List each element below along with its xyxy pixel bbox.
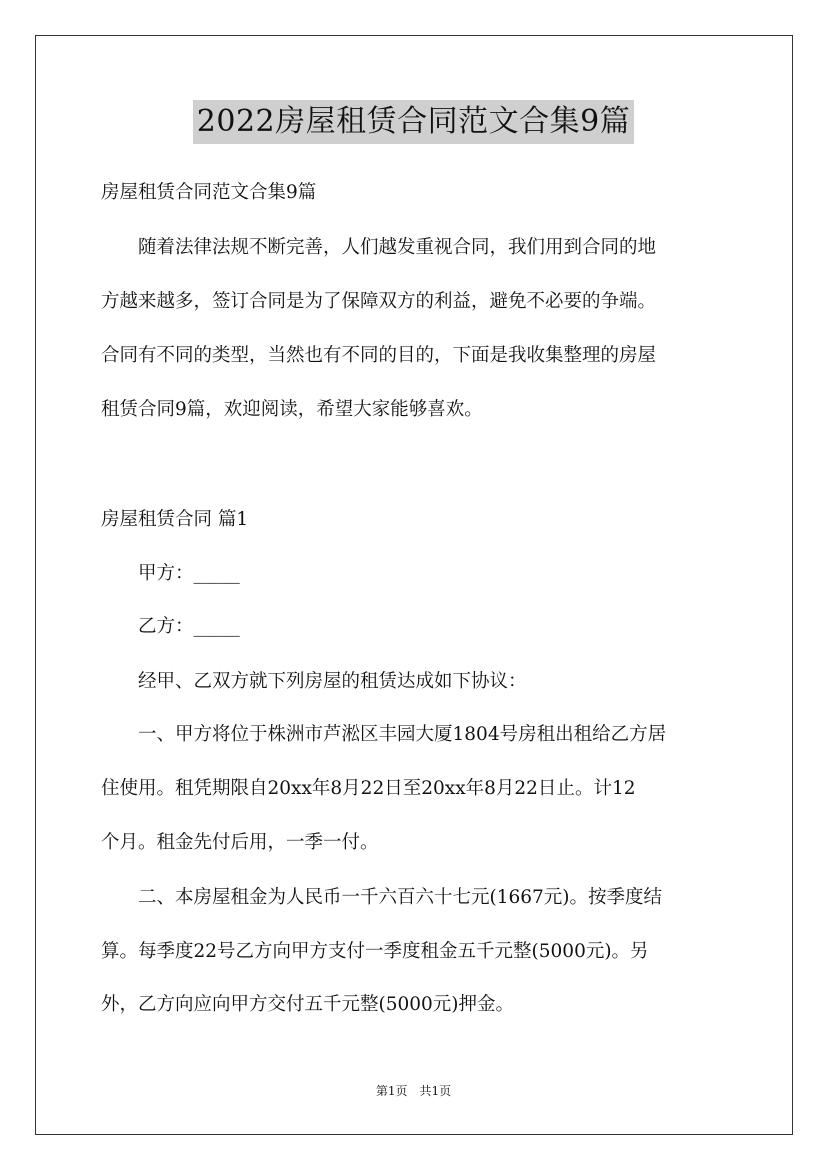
- paragraph-line: 经甲、乙双方就下列房屋的租赁达成如下协议：: [101, 671, 527, 692]
- paragraph-line: 方越来越多，签订合同是为了保障双方的利益，避免不必要的争端。: [101, 291, 657, 312]
- clause-line: 外，乙方向应向甲方交付五千元整(5000元)押金。: [101, 994, 515, 1015]
- party-a-line: 甲方：_____: [101, 563, 240, 584]
- paragraph-line: 随着法律法规不断完善，人们越发重视合同，我们用到合同的地: [101, 237, 657, 258]
- paragraph-line: 租赁合同9篇，欢迎阅读，希望大家能够喜欢。: [101, 399, 483, 420]
- clause-line: 算。每季度22号乙方向甲方支付一季度租金五千元整(5000元)。另: [101, 941, 649, 962]
- clause-line: 一、甲方将位于株洲市芦淞区丰园大厦1804号房租出租给乙方居: [101, 724, 667, 745]
- title-container: [0, 100, 827, 144]
- page-footer: 第1页 共1页: [375, 1084, 452, 1098]
- subtitle-line: 房屋租赁合同范文合集9篇: [101, 182, 317, 203]
- section-heading: 房屋租赁合同 篇1: [101, 509, 249, 530]
- paragraph-line: 合同有不同的类型，当然也有不同的目的，下面是我收集整理的房屋: [101, 345, 657, 366]
- party-b-line: 乙方：_____: [101, 616, 240, 637]
- clause-line: 二、本房屋租金为人民币一千六百六十七元(1667元)。按季度结: [101, 887, 663, 908]
- clause-line: 个月。租金先付后用，一季一付。: [101, 832, 379, 853]
- clause-line: 住使用。租凭期限自20xx年8月22日至20xx年8月22日止。计12: [101, 778, 636, 799]
- document-title: 2022房屋租赁合同范文合集9篇: [193, 100, 634, 144]
